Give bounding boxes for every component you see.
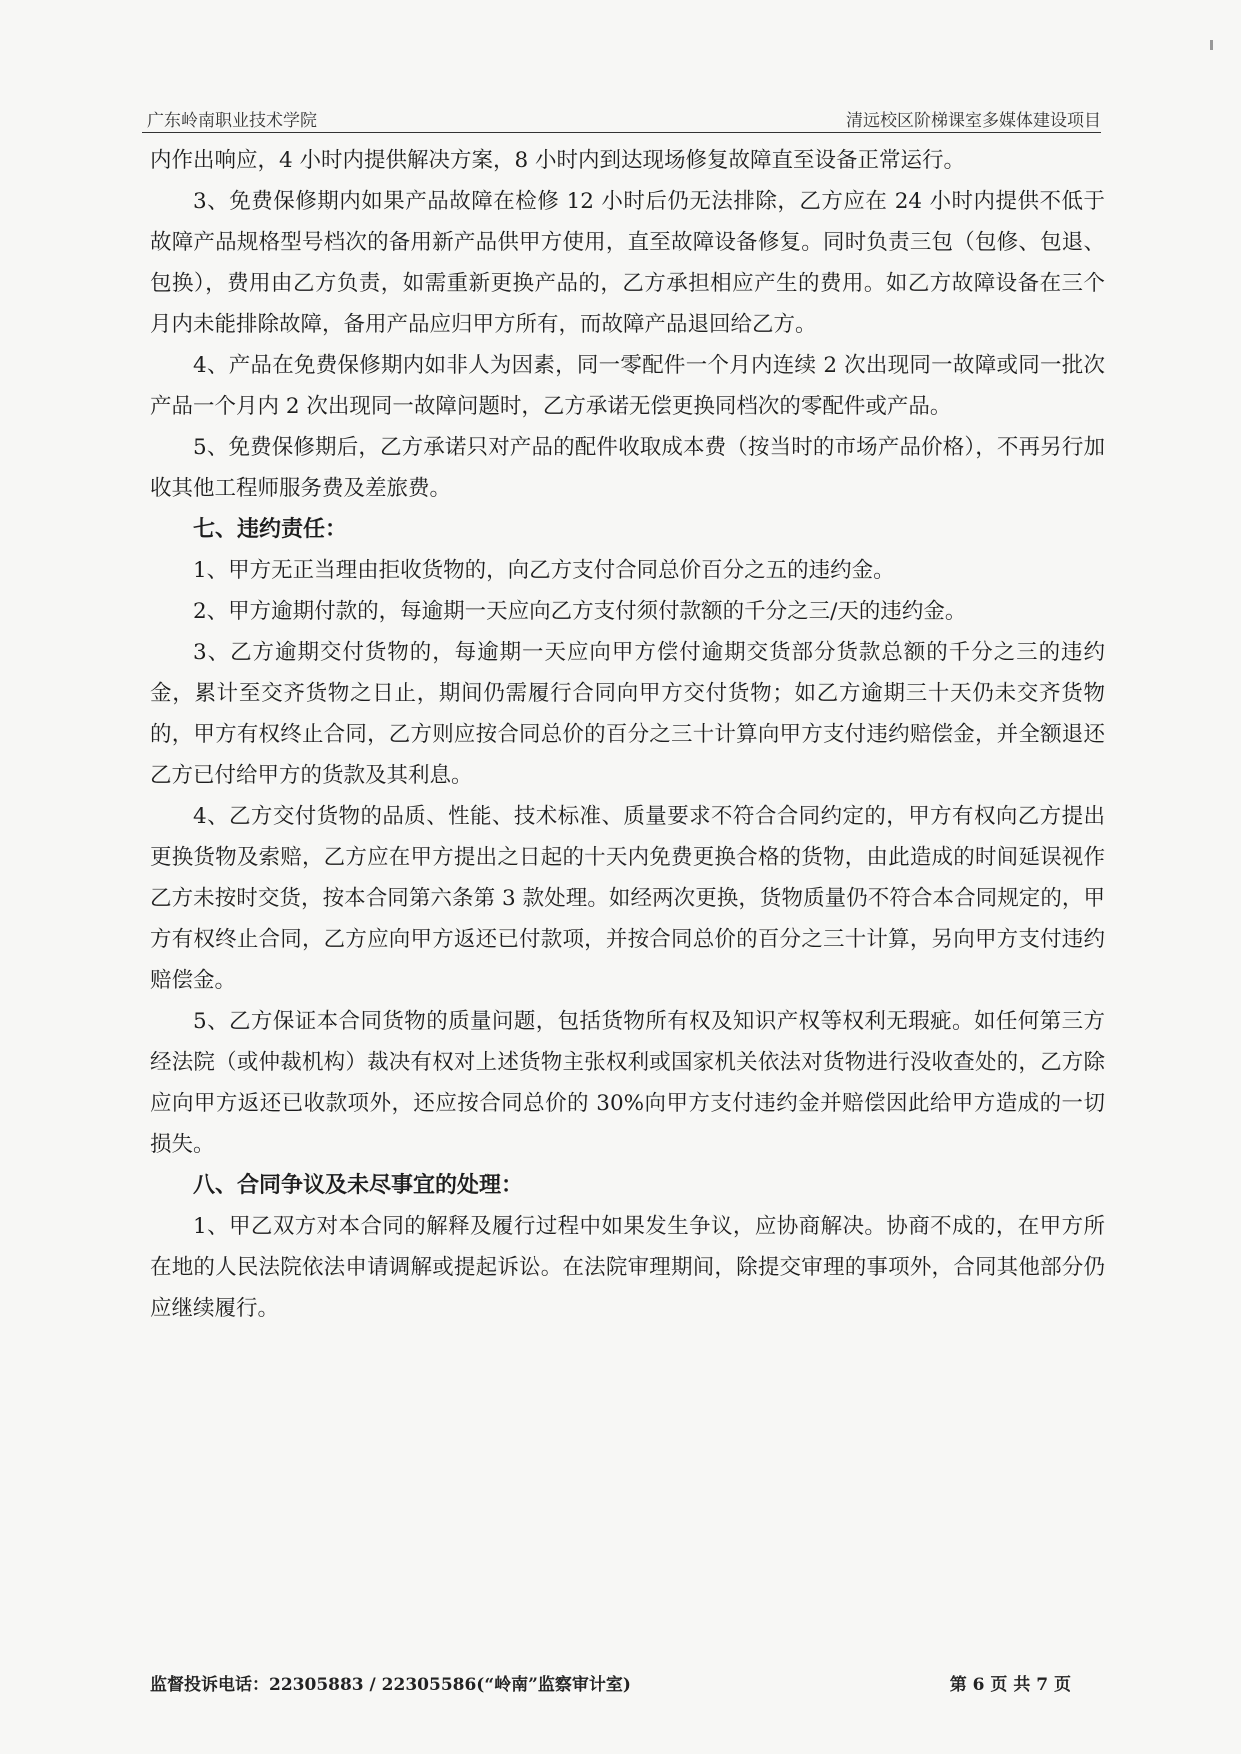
header-institution: 广东岭南职业技术学院 xyxy=(147,111,317,131)
paragraph: 5、乙方保证本合同货物的质量问题，包括货物所有权及知识产权等权利无瑕疵。如任何第三方经法院（或仲裁机构）裁决有权对上述货物主张权利或国家机关依法对货物进行没收查处的，乙方除应向甲方返还已收款项外，还应按合同总价的 30%向甲方支付违约金并赔偿因此给甲方造成的一切损失。 xyxy=(150,1009,1105,1157)
paragraph: 2、甲方逾期付款的，每逾期一天应向乙方支付须付款额的千分之三/天的违约金。 xyxy=(193,599,967,624)
page-footer xyxy=(150,1670,1071,1695)
footer-complaint-phone: 监督投诉电话：22305883 / 22305586(“岭南”监察审计室) xyxy=(150,1675,631,1695)
paragraph: 4、产品在免费保修期内如非人为因素，同一零配件一个月内连续 2 次出现同一故障或同一批次产品一个月内 2 次出现同一故障问题时，乙方承诺无偿更换同档次的零配件或产品。 xyxy=(150,353,1105,419)
paragraph: 4、乙方交付货物的品质、性能、技术标准、质量要求不符合合同约定的，甲方有权向乙方提出更换货物及索赔，乙方应在甲方提出之日起的十天内免费更换合格的货物，由此造成的时间延误视作乙方未按时交货，按本合同第六条第 3 款处理。如经两次更换，货物质量仍不符合本合同规定的，甲方有权终止合同，乙方应向甲方返还已付款项，并按合同总价的百分之三十计算，另向甲方支付违约赔偿金。 xyxy=(150,804,1105,993)
scan-mark xyxy=(1210,40,1213,50)
paragraph: 内作出响应，4 小时内提供解决方案，8 小时内到达现场修复故障直至设备正常运行。 xyxy=(150,148,966,173)
page-header xyxy=(142,104,1101,133)
document-body xyxy=(150,140,1105,1329)
page-number: 第 6 页 共 7 页 xyxy=(949,1675,1071,1695)
paragraph: 1、甲乙双方对本合同的解释及履行过程中如果发生争议，应协商解决。协商不成的，在甲方所在地的人民法院依法申请调解或提起诉讼。在法院审理期间，除提交审理的事项外，合同其他部分仍应继续履行。 xyxy=(150,1214,1105,1321)
section-heading: 八、合同争议及未尽事宜的处理： xyxy=(193,1172,524,1198)
paragraph: 5、免费保修期后，乙方承诺只对产品的配件收取成本费（按当时的市场产品价格），不再另行加收其他工程师服务费及差旅费。 xyxy=(150,435,1105,501)
header-project: 清远校区阶梯课室多媒体建设项目 xyxy=(846,111,1101,131)
paragraph: 3、免费保修期内如果产品故障在检修 12 小时后仍无法排除，乙方应在 24 小时内提供不低于故障产品规格型号档次的备用新产品供甲方使用，直至故障设备修复。同时负责三包（包修、包退、包换），费用由乙方负责，如需重新更换产品的，乙方承担相应产生的费用。如乙方故障设备在三个月内未能排除故障，备用产品应归甲方所有，而故障产品退回给乙方。 xyxy=(150,189,1105,337)
paragraph: 3、乙方逾期交付货物的，每逾期一天应向甲方偿付逾期交货部分货款总额的千分之三的违约金，累计至交齐货物之日止，期间仍需履行合同向甲方交付货物；如乙方逾期三十天仍未交齐货物的，甲方有权终止合同，乙方则应按合同总价的百分之三十计算向甲方支付违约赔偿金，并全额退还乙方已付给甲方的货款及其利息。 xyxy=(150,640,1105,788)
paragraph: 1、甲方无正当理由拒收货物的，向乙方支付合同总价百分之五的违约金。 xyxy=(193,558,895,583)
section-heading: 七、违约责任： xyxy=(193,516,348,542)
